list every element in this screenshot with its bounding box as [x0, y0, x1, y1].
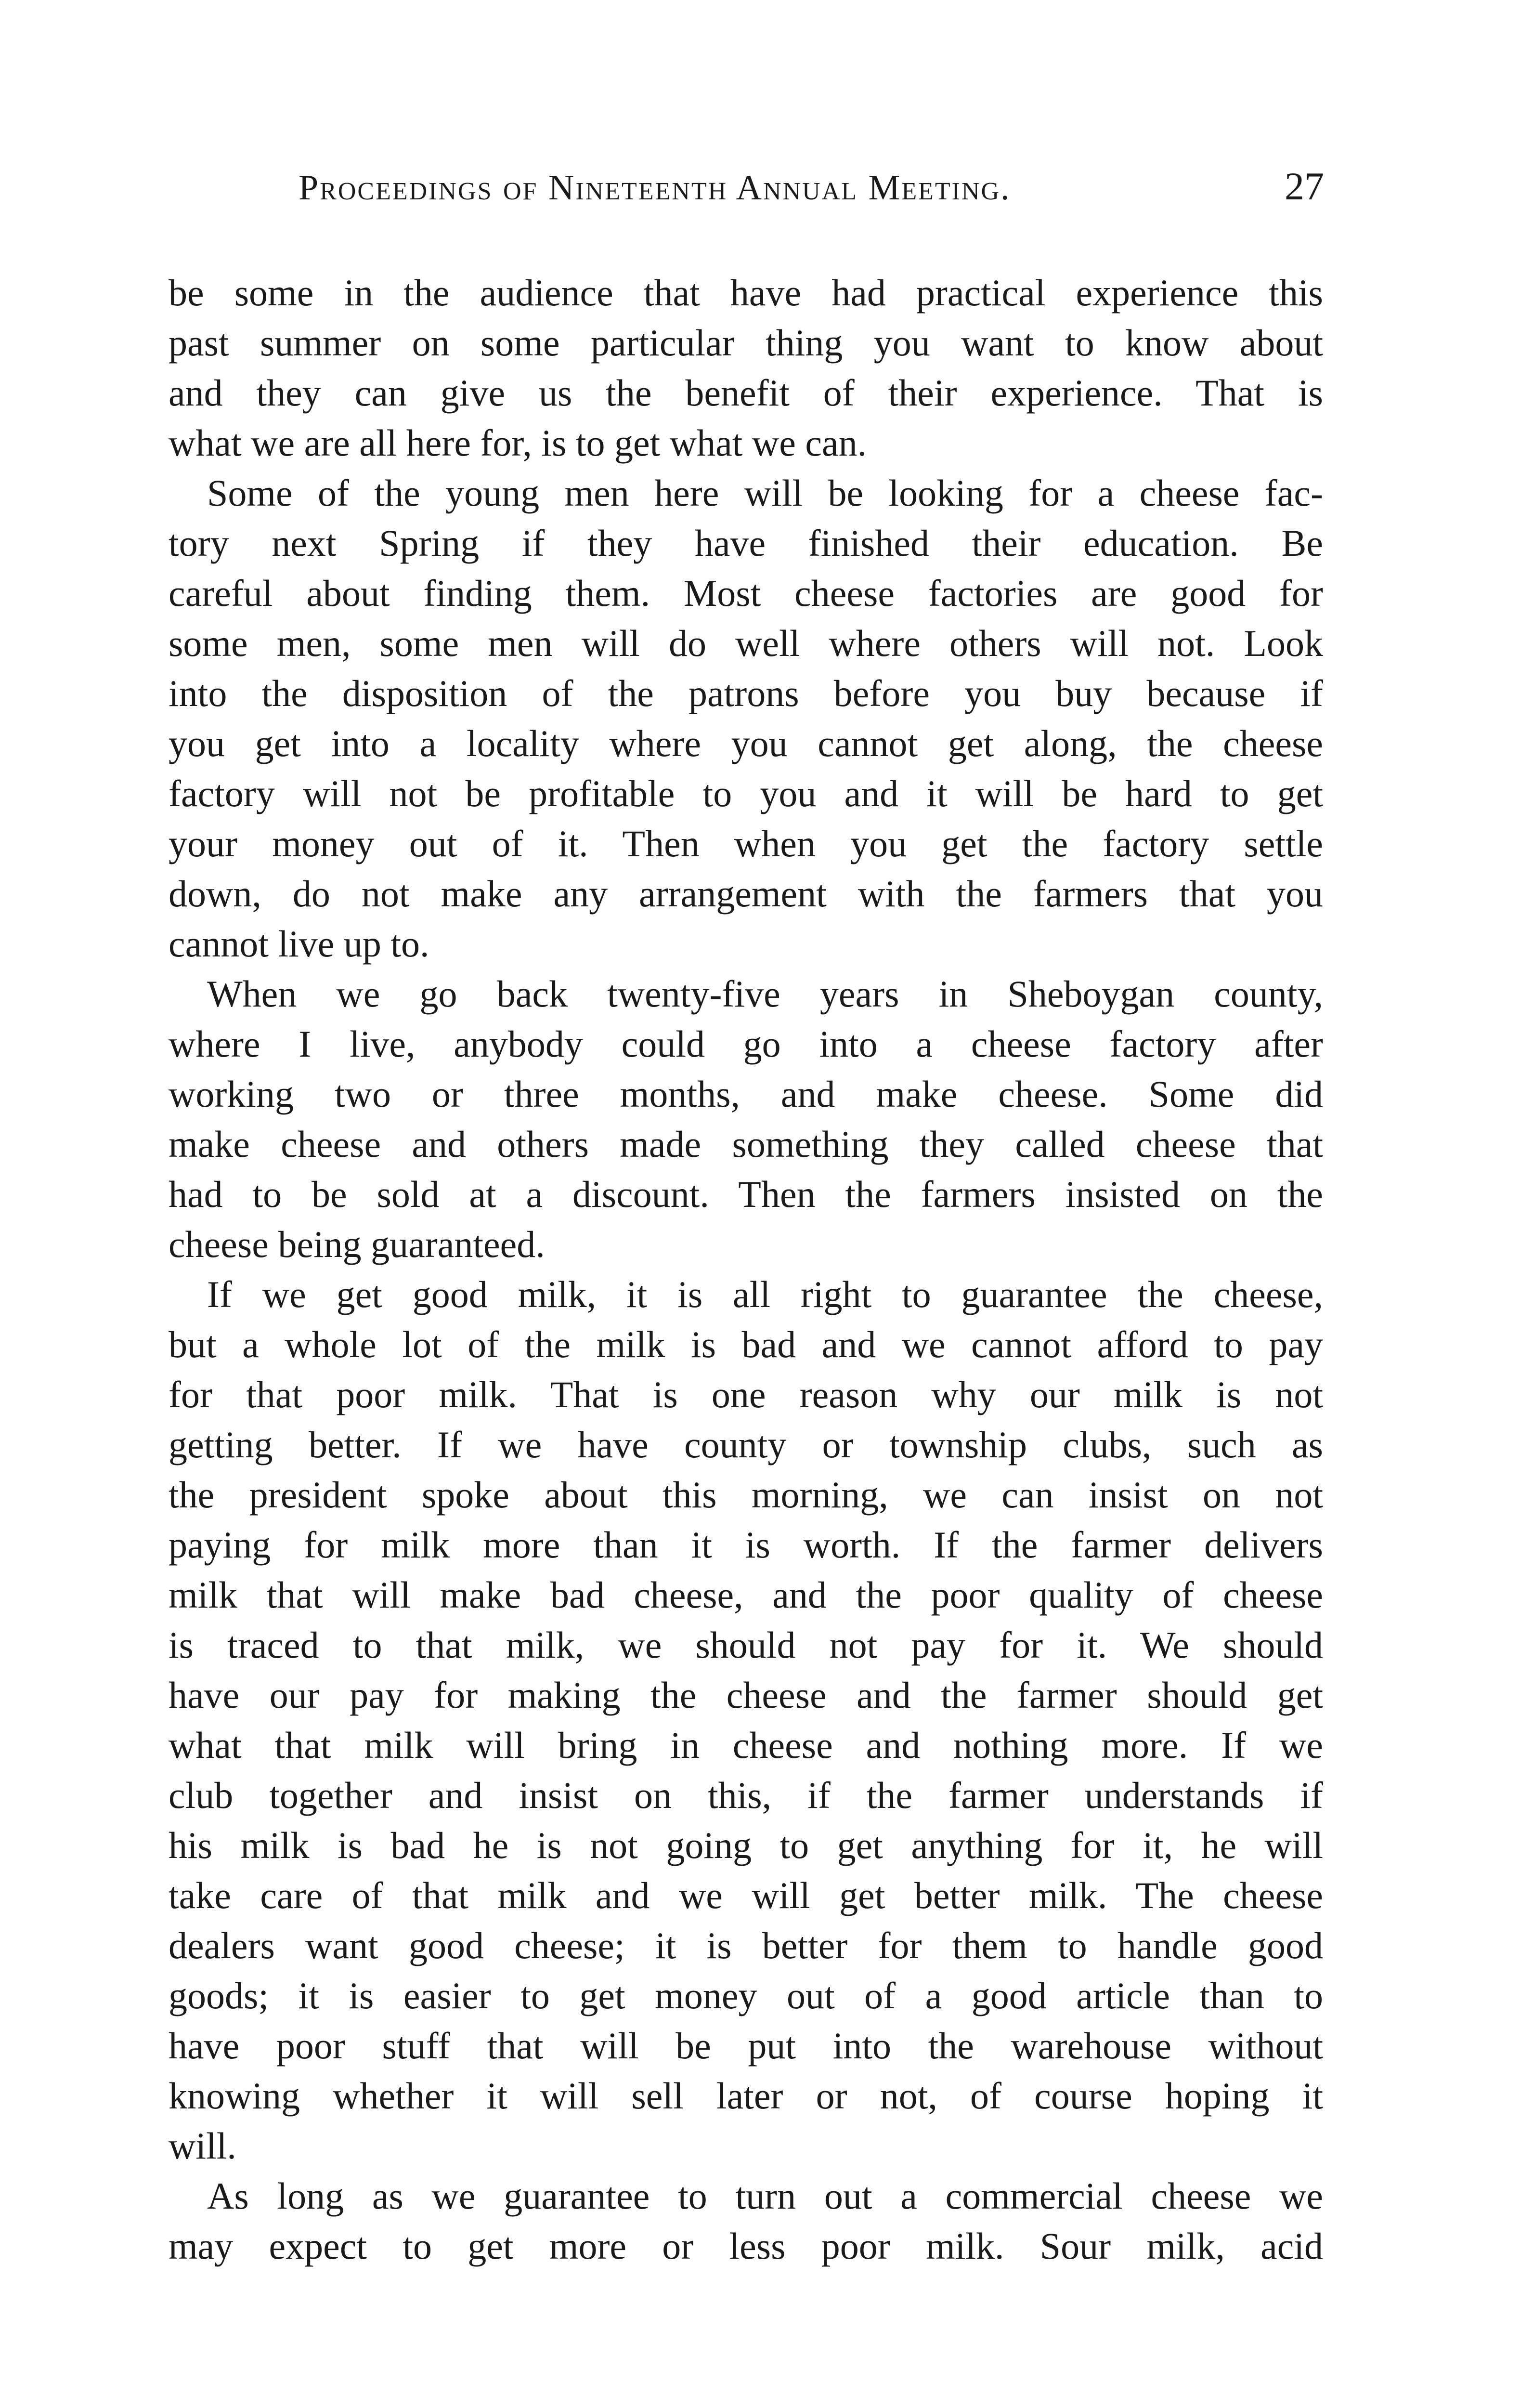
text-line: As long as we guarantee to turn out a commercial cheese we: [207, 2175, 1323, 2217]
text-line: getting better. If we have county or township clubs, such as: [169, 1424, 1323, 1466]
text-line: tory next Spring if they have finished their education. Be: [169, 522, 1323, 564]
paragraph: [169, 969, 1323, 1269]
text-line: knowing whether it will sell later or not, of course hoping it: [169, 2075, 1323, 2117]
text-line: goods; it is easier to get money out of a good article than to: [169, 1975, 1323, 2016]
running-header: [299, 164, 1324, 222]
text-line: is traced to that milk, we should not pay for it. We should: [169, 1624, 1323, 1666]
text-line: but a whole lot of the milk is bad and we cannot afford to pay: [169, 1323, 1323, 1365]
text-line: cheese being guaranteed.: [169, 1223, 545, 1265]
text-line: careful about finding them. Most cheese factories are good for: [169, 572, 1323, 614]
text-line: paying for milk more than it is worth. If the farmer delivers: [169, 1524, 1323, 1566]
text-line: take care of that milk and we will get better milk. The cheese: [169, 1874, 1323, 1916]
text-line: for that poor milk. That is one reason why our milk is not: [169, 1374, 1323, 1415]
text-line: have poor stuff that will be put into the warehouse without: [169, 2025, 1323, 2067]
text-line: will.: [169, 2125, 236, 2167]
body-text: [169, 268, 1323, 2271]
text-line: milk that will make bad cheese, and the poor quality of cheese: [169, 1574, 1323, 1616]
text-line: had to be sold at a discount. Then the farmers insisted on the: [169, 1173, 1323, 1215]
text-line: the president spoke about this morning, we can insist on not: [169, 1474, 1323, 1516]
text-line: If we get good milk, it is all right to guarantee the cheese,: [207, 1273, 1323, 1315]
page-number: 27: [1285, 164, 1324, 208]
text-line: have our pay for making the cheese and the farmer should get: [169, 1674, 1323, 1716]
text-line: you get into a locality where you cannot get along, the cheese: [169, 722, 1323, 764]
text-line: dealers want good cheese; it is better for them to handle good: [169, 1924, 1323, 1966]
text-line: club together and insist on this, if the farmer understands if: [169, 1774, 1323, 1816]
paragraph: [169, 468, 1323, 969]
text-line: into the disposition of the patrons before you buy because if: [169, 672, 1323, 714]
text-line: When we go back twenty-five years in Sheboygan county,: [207, 973, 1323, 1015]
text-line: factory will not be profitable to you and it will be hard to get: [169, 772, 1323, 814]
text-line: cannot live up to.: [169, 923, 429, 965]
text-line: working two or three months, and make cheese. Some did: [169, 1073, 1323, 1115]
text-line: your money out of it. Then when you get the factory settle: [169, 823, 1323, 864]
text-line: past summer on some particular thing you want to know about: [169, 322, 1323, 364]
text-line: be some in the audience that have had practical experience this: [169, 272, 1323, 314]
paragraph: [169, 2171, 1323, 2271]
text-line: and they can give us the benefit of their experience. That is: [169, 372, 1323, 414]
text-line: what we are all here for, is to get what we can.: [169, 422, 867, 464]
text-line: his milk is bad he is not going to get anything for it, he will: [169, 1824, 1323, 1866]
text-line: what that milk will bring in cheese and nothing more. If we: [169, 1724, 1323, 1766]
text-line: where I live, anybody could go into a cheese factory after: [169, 1023, 1323, 1065]
running-title: Proceedings of Nineteenth Annual Meeting.: [299, 168, 1011, 208]
text-line: make cheese and others made something they called cheese that: [169, 1123, 1323, 1165]
text-line: down, do not make any arrangement with the farmers that you: [169, 873, 1323, 915]
text-line: some men, some men will do well where others will not. Look: [169, 622, 1323, 664]
text-line: Some of the young men here will be looking for a cheese fac-: [207, 472, 1323, 514]
text-line: may expect to get more or less poor milk. Sour milk, acid: [169, 2225, 1323, 2267]
paragraph: [169, 268, 1323, 468]
paragraph: [169, 1269, 1323, 2171]
